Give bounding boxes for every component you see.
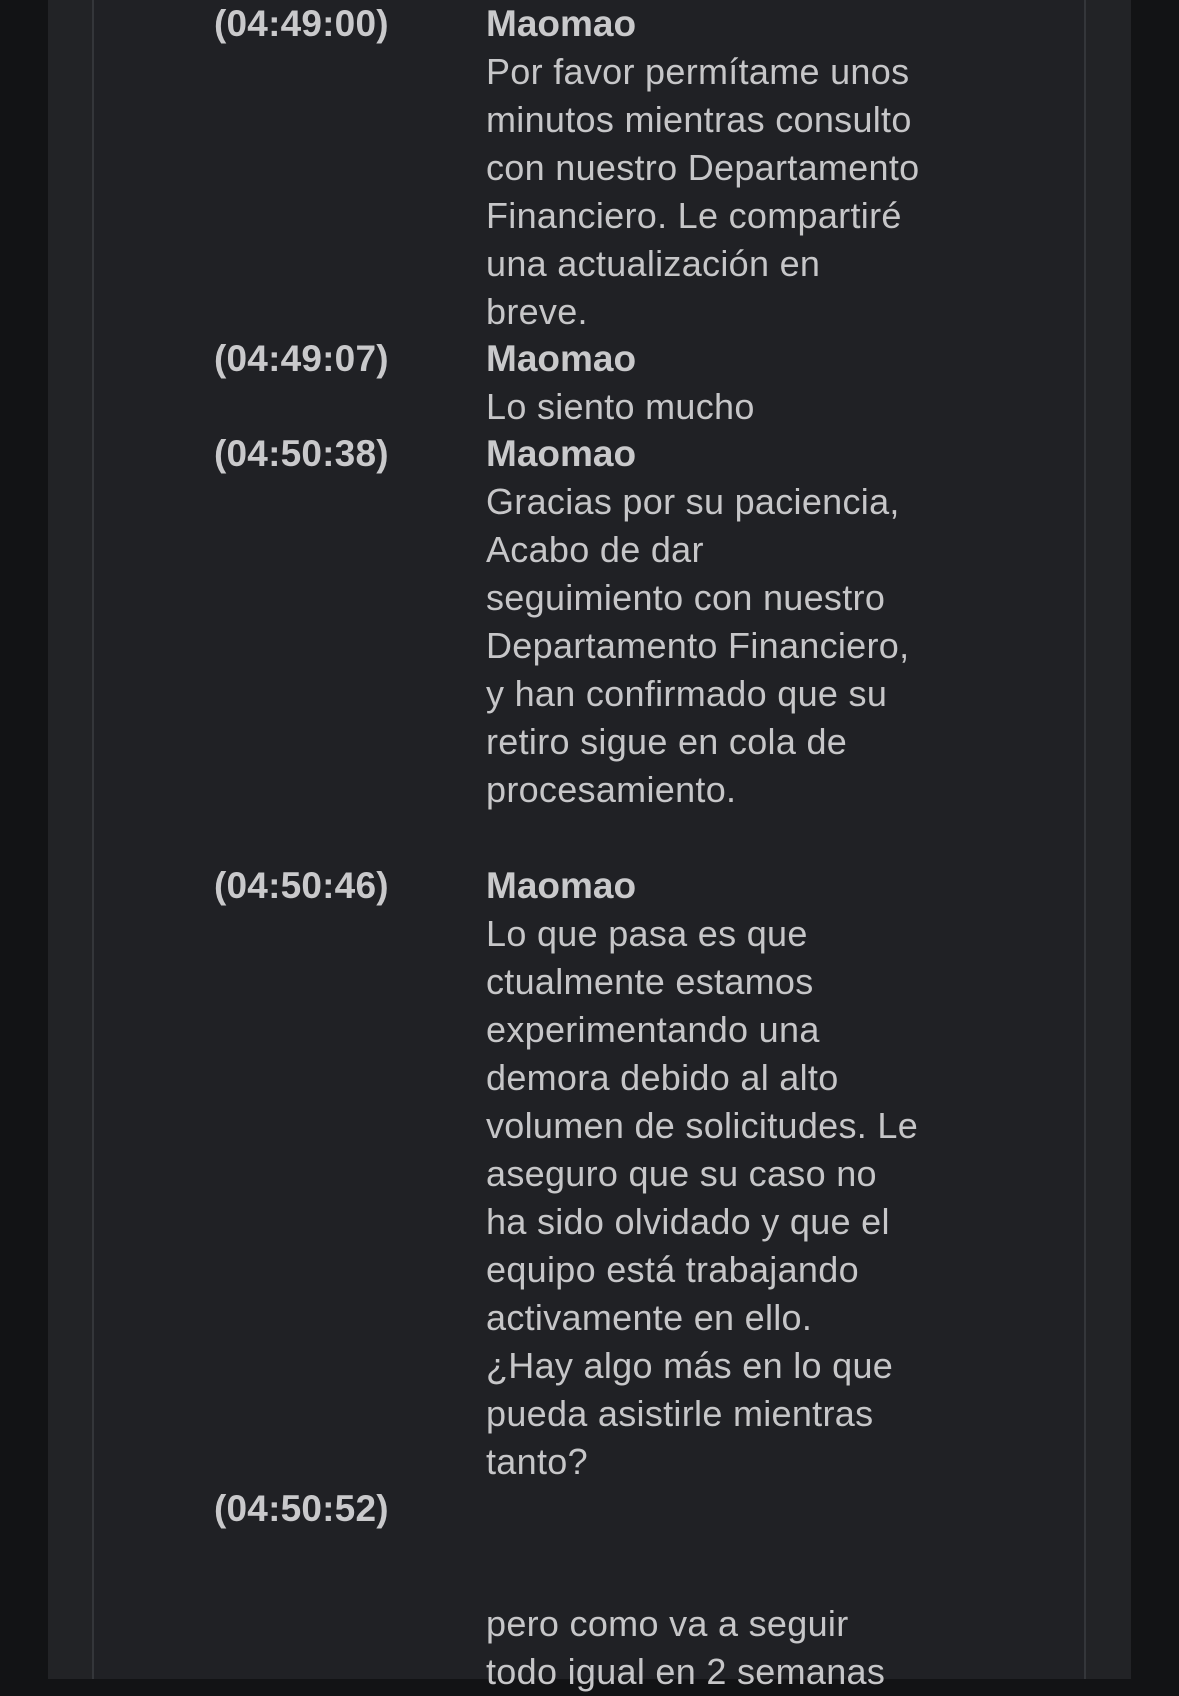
message-sender: Maomao	[486, 338, 637, 379]
message-text: pero como va a seguir todo igual en 2 semanas	[486, 1603, 886, 1692]
message-text: Gracias por su paciencia, Acabo de dar seguimiento con nuestro Departamento Financiero, y han confirmado que su retiro sigue en cola de procesamiento.	[486, 481, 910, 810]
message-text: Lo siento mucho	[486, 386, 755, 427]
message-timestamp: (04:50:46)	[214, 865, 389, 906]
message-sender: Maomao	[486, 865, 637, 906]
message-timestamp: (04:50:52)	[214, 1488, 389, 1529]
message-timestamp: (04:49:00)	[214, 3, 389, 44]
message-text: Lo que pasa es que ctualmente estamos experimentando una demora debido al alto volumen de solicitudes. Le aseguro que su caso no ha sido olvidado y que el equipo está trabajando activamente en ello. ¿Hay algo más en lo que pueda asistirle mientras tanto?	[486, 913, 919, 1482]
message-text: Por favor permítame unos minutos mientras consulto con nuestro Departamento Financiero. Le compartiré una actualización en breve.	[486, 51, 920, 332]
message-timestamp: (04:50:38)	[214, 433, 389, 474]
message-sender: Maomao	[486, 433, 637, 474]
message-timestamp: (04:49:07)	[214, 338, 389, 379]
message-sender: Maomao	[486, 3, 637, 44]
